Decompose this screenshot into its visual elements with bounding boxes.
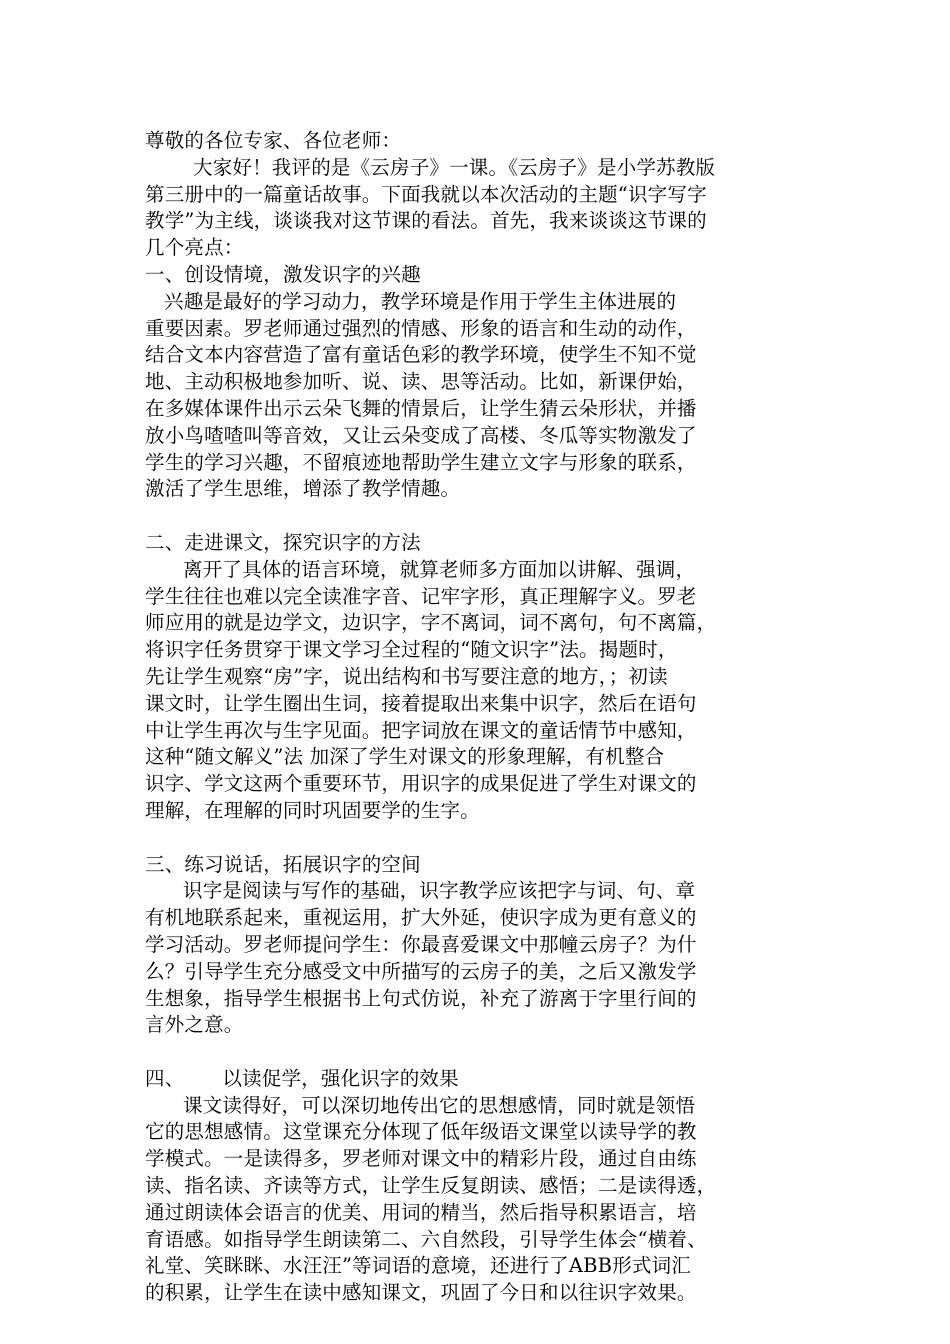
paragraph-line: 理解，在理解的同时巩固要学的生字。 [145, 798, 480, 822]
paragraph-line: 育语感。如指导学生朗读第二、六自然段，引导学生体会“横着、 [145, 1227, 707, 1251]
paragraph-line: 在多媒体课件出示云朵飞舞的情景后，让学生猜云朵形状，并播 [145, 396, 697, 420]
intro-line: 几个亮点： [145, 236, 244, 260]
document-page [145, 128, 813, 1307]
paragraph-gap [145, 1039, 813, 1066]
section-heading-4-number: 四、 [145, 1066, 185, 1090]
paragraph-line: 学习活动。罗老师提问学生：你最喜爱课文中那幢云房子？为什 [145, 932, 697, 956]
section-heading-3: 三、练习说话，拓展识字的空间 [145, 852, 421, 876]
paragraph-line: 学生的学习兴趣，不留痕迹地帮助学生建立文字与形象的联系， [145, 450, 697, 474]
paragraph-line: 中让学生再次与生字见面。把字词放在课文的童话情节中感知， [145, 718, 697, 742]
paragraph-line: 重要因素。罗老师通过强烈的情感、形象的语言和生动的动作， [145, 316, 697, 340]
paragraph-line: 读、指名读、齐读等方式，让学生反复朗读、感悟；二是读得透， [145, 1174, 717, 1198]
paragraph-line: 生想象，指导学生根据书上句式仿说，补充了游离于字里行间的 [145, 986, 697, 1010]
paragraph-line: 结合文本内容营造了富有童话色彩的教学环境，使学生不知不觉 [145, 343, 697, 367]
paragraph-line: 学生往往也难以完全读准字音、记牢字形，真正理解字义。罗老 [145, 584, 697, 608]
paragraph-line: 么？引导学生充分感受文中所描写的云房子的美，之后又激发学 [145, 959, 697, 983]
section-heading-4 [145, 1066, 813, 1093]
paragraph-line: 课文时，让学生圈出生词，接着提取出来集中识字，然后在语句 [145, 691, 697, 715]
paragraph-line: 识字、学文这两个重要环节，用识字的成果促进了学生对课文的 [145, 772, 697, 796]
intro-line: 第三册中的一篇童话故事。下面我就以本次活动的主题“识字写字 [145, 182, 707, 206]
paragraph-gap [145, 825, 813, 852]
paragraph-line: 离开了具体的语言环境，就算老师多方面加以讲解、强调， [183, 557, 696, 581]
paragraph-line: 的积累，让学生在读中感知课文，巩固了今日和以往识字效果。 [145, 1281, 697, 1305]
paragraph-line: 通过朗读体会语言的优美、用词的精当，然后指导积累语言，培 [145, 1200, 697, 1224]
paragraph-line: 有机地联系起来，重视运用，扩大外延，使识字成为更有意义的 [145, 906, 697, 930]
section-heading-4-text: 以读促学，强化识字的效果 [222, 1066, 459, 1090]
salutation: 尊敬的各位专家、各位老师： [145, 129, 402, 152]
paragraph-line: 学模式。一是读得多，罗老师对课文中的精彩片段，通过自由练 [145, 1147, 697, 1171]
paragraph-line: 先让学生观察“房”字，说出结构和书写要注意的地方，；初读 [145, 664, 668, 688]
section-heading-1: 一、创设情境，激发识字的兴趣 [145, 262, 421, 286]
intro-line: 大家好！我评的是《云房子》一课。《云房子》是小学苏教版 [193, 155, 716, 179]
section-heading-2: 二、走进课文，探究识字的方法 [145, 530, 421, 554]
paragraph-line: 师应用的就是边学文，边识字，字不离词，词不离句，句不离篇， [145, 611, 717, 635]
intro-line: 教学”为主线，谈谈我对这节课的看法。首先，我来谈谈这节课的 [145, 209, 707, 233]
paragraph-line: 激活了学生思维，增添了教学情趣。 [145, 477, 461, 501]
paragraph-line: 将识字任务贯穿于课文学习全过程的“随文识字”法。揭题时， [145, 638, 678, 662]
paragraph-line: 言外之意。 [145, 1013, 244, 1037]
paragraph-line: 地、主动积极地参加听、说、读、思等活动。比如，新课伊始， [145, 370, 697, 394]
paragraph-line: 课文读得好，可以深切地传出它的思想感情，同时就是领悟 [183, 1093, 696, 1117]
paragraph-line: 兴趣是最好的学习动力，教学环境是作用于学生主体进展的 [164, 289, 677, 313]
paragraph-line: 这种“随文解义”法 加深了学生对课文的形象理解，有机整合 [145, 745, 665, 769]
paragraph-gap [145, 503, 813, 530]
paragraph-line: 识字是阅读与写作的基础，识字教学应该把字与词、句、章 [183, 879, 696, 903]
paragraph-line: 放小鸟喳喳叫等音效，又让云朵变成了高楼、冬瓜等实物激发了 [145, 423, 697, 447]
paragraph-line: 它的思想感情。这堂课充分体现了低年级语文课堂以读导学的教 [145, 1120, 697, 1144]
paragraph-line: 礼堂、笑眯眯、水汪汪”等词语的意境，还进行了ABB形式词汇 [145, 1254, 692, 1278]
